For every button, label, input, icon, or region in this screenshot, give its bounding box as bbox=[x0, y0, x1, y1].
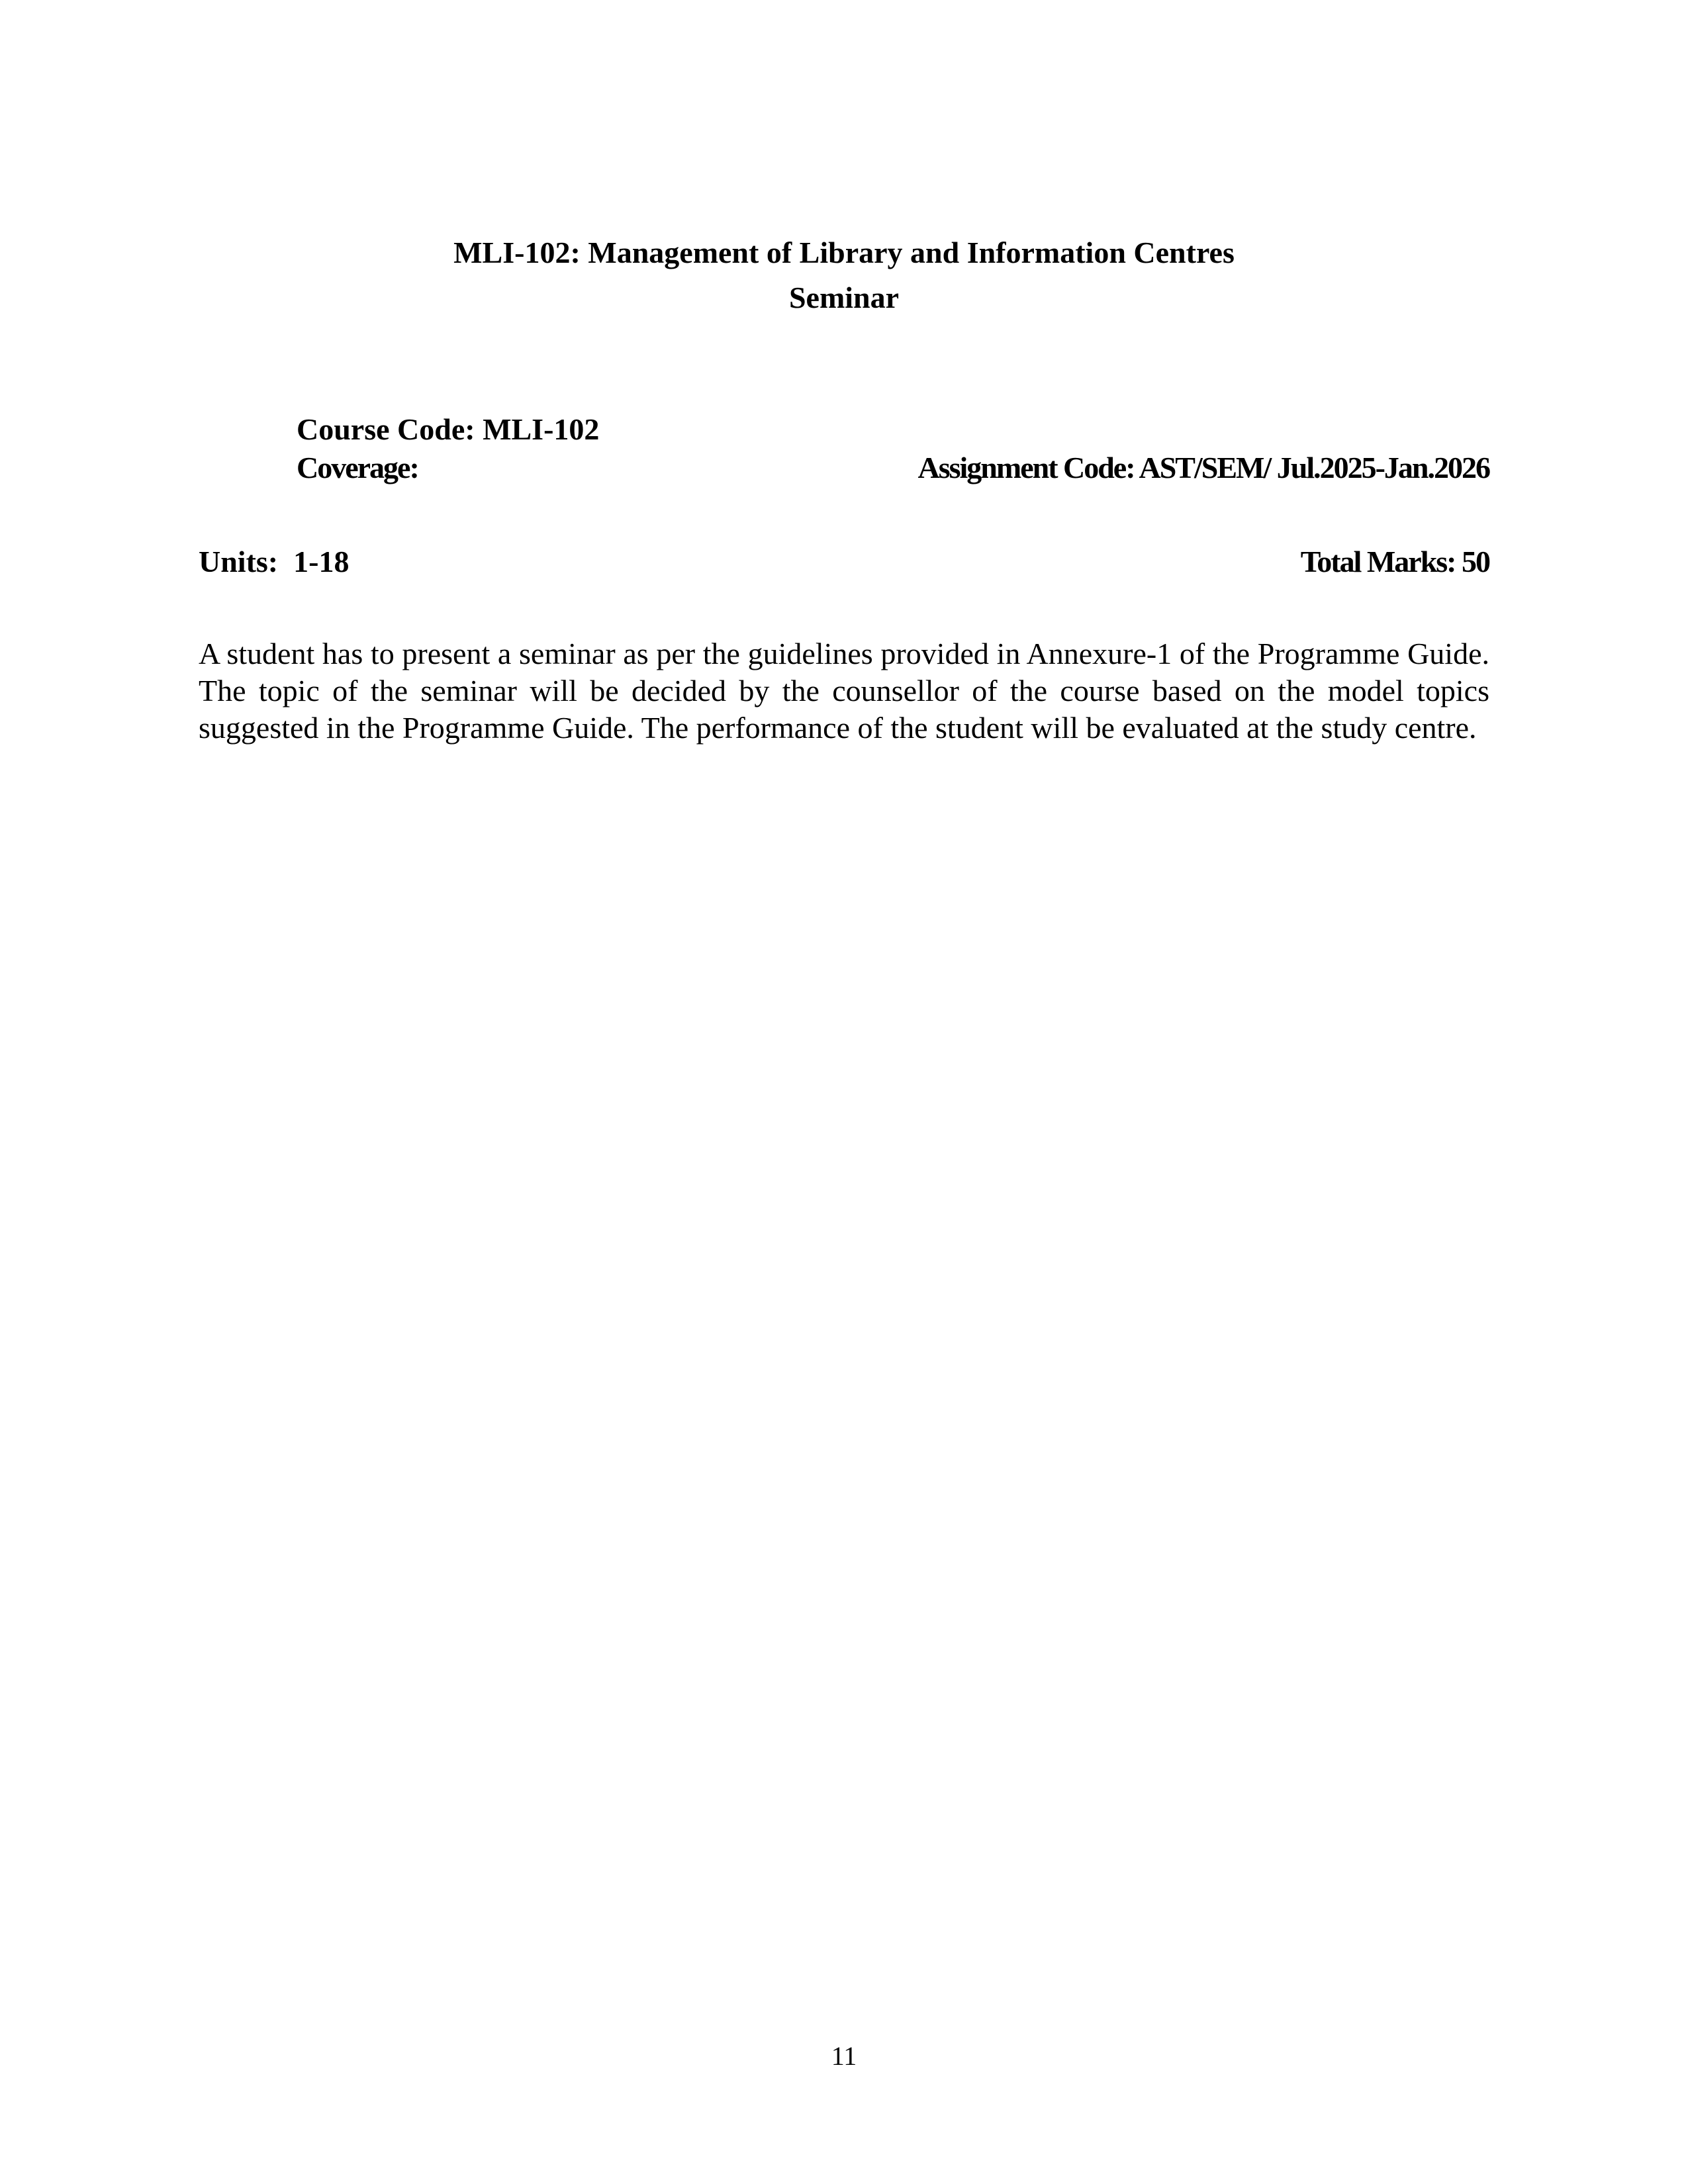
course-info-block bbox=[297, 410, 1489, 487]
document-title: MLI-102: Management of Library and Information Centres bbox=[453, 236, 1235, 269]
coverage-row bbox=[297, 449, 1489, 487]
coverage-label: Coverage: bbox=[297, 451, 418, 484]
page-number: 11 bbox=[831, 2041, 857, 2071]
course-code-row bbox=[297, 410, 1489, 449]
body-paragraph: A student has to present a seminar as per the guidelines provided in Annexure-1 of the Programme Guide. The topic of the seminar will be decided by the counsellor of the course based on the model topics suggested in the Programme Guide. The performance of the student will be evaluated at the study centre. bbox=[199, 637, 1489, 745]
document-subtitle: Seminar bbox=[788, 281, 900, 314]
assignment-code: Assignment Code: AST/SEM/ Jul.2025-Jan.2026 bbox=[917, 451, 1489, 484]
units-row bbox=[199, 543, 1489, 581]
course-code: Course Code: MLI-102 bbox=[297, 412, 600, 446]
total-marks: Total Marks: 50 bbox=[1300, 545, 1489, 578]
units-label: Units: 1-18 bbox=[199, 545, 350, 578]
